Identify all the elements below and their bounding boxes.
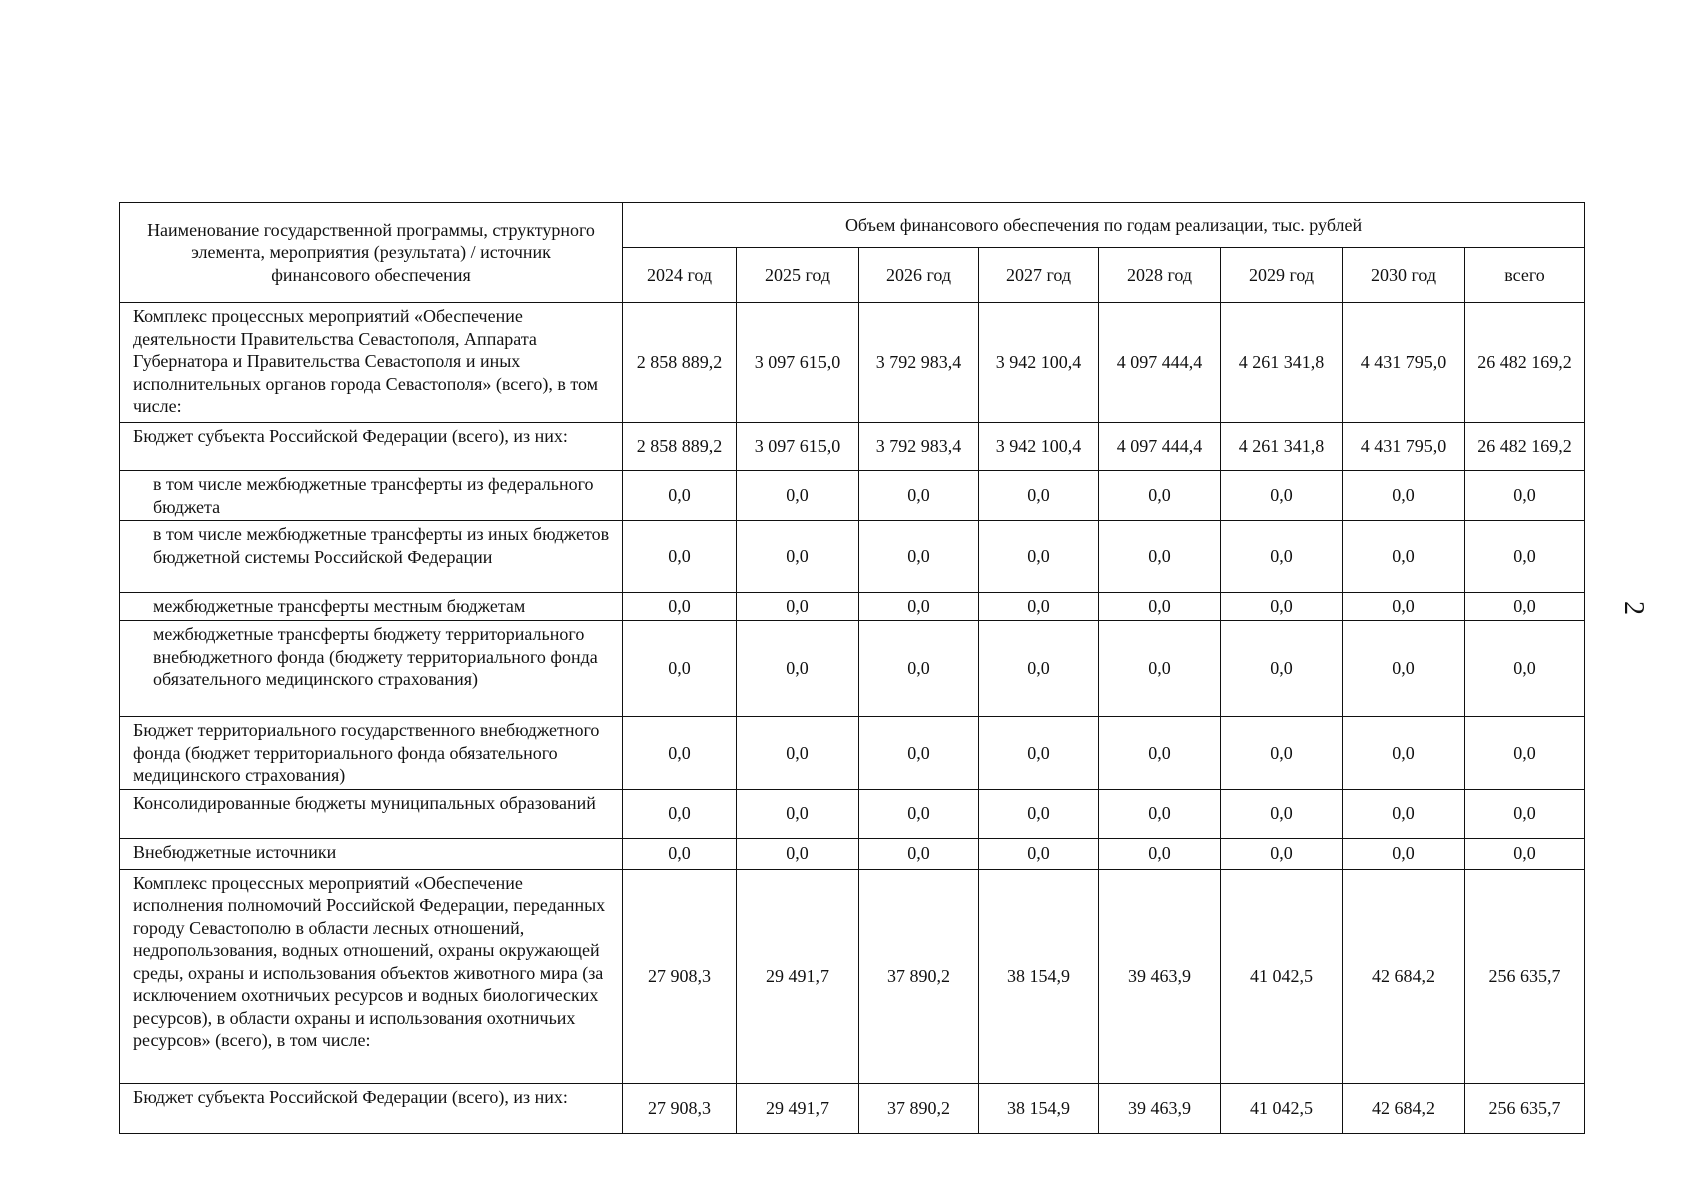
row-total-value: 0,0 [1465,521,1585,593]
row-year-value: 0,0 [1221,838,1343,869]
row-name: Внебюджетные источники [120,838,623,869]
header-year: 2027 год [979,248,1099,303]
row-year-value: 29 491,7 [737,869,859,1083]
header-year: 2024 год [623,248,737,303]
row-name: Бюджет субъекта Российской Федерации (всего), из них: [120,423,623,471]
row-year-value: 0,0 [1221,593,1343,621]
row-year-value: 0,0 [1221,471,1343,521]
header-year: 2025 год [737,248,859,303]
row-year-value: 4 431 795,0 [1343,423,1465,471]
row-year-value: 27 908,3 [623,1083,737,1133]
row-year-value: 2 858 889,2 [623,423,737,471]
row-year-value: 0,0 [979,838,1099,869]
header-year: 2028 год [1099,248,1221,303]
row-year-value: 0,0 [623,838,737,869]
header-year: 2026 год [859,248,979,303]
row-year-value: 0,0 [1221,521,1343,593]
page-number: 2 [1618,601,1649,615]
row-year-value: 4 431 795,0 [1343,303,1465,423]
row-year-value: 0,0 [623,471,737,521]
row-year-value: 0,0 [1343,521,1465,593]
row-year-value: 0,0 [623,521,737,593]
row-year-value: 41 042,5 [1221,1083,1343,1133]
row-total-value: 256 635,7 [1465,1083,1585,1133]
row-name: межбюджетные трансферты бюджету территориального внебюджетного фонда (бюджету территориального фонда обязательного медицинского страхования) [120,621,623,717]
row-year-value: 3 942 100,4 [979,423,1099,471]
row-year-value: 0,0 [623,593,737,621]
row-year-value: 3 792 983,4 [859,303,979,423]
table-row [120,838,1585,869]
row-total-value: 26 482 169,2 [1465,303,1585,423]
row-year-value: 0,0 [979,717,1099,790]
row-year-value: 0,0 [979,621,1099,717]
row-total-value: 0,0 [1465,593,1585,621]
row-year-value: 0,0 [1221,789,1343,838]
row-name: Бюджет территориального государственного внебюджетного фонда (бюджет территориального фонда обязательного медицинского страхования) [120,717,623,790]
header-year: 2030 год [1343,248,1465,303]
table-row [120,471,1585,521]
row-year-value: 38 154,9 [979,1083,1099,1133]
row-year-value: 0,0 [737,521,859,593]
row-year-value: 0,0 [1221,717,1343,790]
row-year-value: 42 684,2 [1343,1083,1465,1133]
row-year-value: 0,0 [1343,838,1465,869]
row-year-value: 0,0 [1343,717,1465,790]
row-total-value: 26 482 169,2 [1465,423,1585,471]
row-year-value: 4 261 341,8 [1221,303,1343,423]
row-year-value: 0,0 [859,521,979,593]
row-year-value: 0,0 [623,621,737,717]
row-year-value: 0,0 [737,593,859,621]
row-year-value: 0,0 [737,471,859,521]
table-row [120,423,1585,471]
row-year-value: 0,0 [1099,471,1221,521]
row-year-value: 41 042,5 [1221,869,1343,1083]
row-year-value: 29 491,7 [737,1083,859,1133]
row-name: Комплекс процессных мероприятий «Обеспечение деятельности Правительства Севастополя, Аппарата Губернатора и Правительства Севастополя и иных исполнительных органов города Севастополя» (всего), в том числе: [120,303,623,423]
header-total: всего [1465,248,1585,303]
header-year: 2029 год [1221,248,1343,303]
row-year-value: 0,0 [737,717,859,790]
row-year-value: 37 890,2 [859,869,979,1083]
table-row [120,521,1585,593]
table-row [120,303,1585,423]
row-year-value: 0,0 [1099,838,1221,869]
row-year-value: 0,0 [737,789,859,838]
row-total-value: 0,0 [1465,621,1585,717]
table-row [120,621,1585,717]
row-total-value: 256 635,7 [1465,869,1585,1083]
row-year-value: 4 261 341,8 [1221,423,1343,471]
row-year-value: 3 097 615,0 [737,303,859,423]
row-total-value: 0,0 [1465,838,1585,869]
header-name-column: Наименование государственной программы, структурного элемента, мероприятия (результата) / источник финансового обеспечения [120,203,623,303]
row-year-value: 0,0 [859,471,979,521]
row-year-value: 38 154,9 [979,869,1099,1083]
table-row [120,717,1585,790]
row-name: в том числе межбюджетные трансферты из иных бюджетов бюджетной системы Российской Федерации [120,521,623,593]
row-total-value: 0,0 [1465,471,1585,521]
row-year-value: 42 684,2 [1343,869,1465,1083]
row-year-value: 0,0 [859,717,979,790]
row-year-value: 0,0 [1343,621,1465,717]
row-year-value: 0,0 [737,621,859,717]
table-row [120,869,1585,1083]
row-year-value: 3 097 615,0 [737,423,859,471]
row-year-value: 0,0 [737,838,859,869]
row-year-value: 0,0 [979,471,1099,521]
row-year-value: 2 858 889,2 [623,303,737,423]
row-name: Консолидированные бюджеты муниципальных образований [120,789,623,838]
row-year-value: 37 890,2 [859,1083,979,1133]
row-year-value: 3 942 100,4 [979,303,1099,423]
row-year-value: 3 792 983,4 [859,423,979,471]
row-year-value: 0,0 [1099,521,1221,593]
row-year-value: 0,0 [1343,593,1465,621]
row-year-value: 0,0 [1099,789,1221,838]
row-year-value: 4 097 444,4 [1099,423,1221,471]
row-year-value: 0,0 [1099,717,1221,790]
row-year-value: 0,0 [1099,621,1221,717]
row-total-value: 0,0 [1465,717,1585,790]
row-year-value: 0,0 [859,621,979,717]
table-row [120,593,1585,621]
row-name: в том числе межбюджетные трансферты из федерального бюджета [120,471,623,521]
row-year-value: 39 463,9 [1099,869,1221,1083]
row-year-value: 0,0 [1099,593,1221,621]
row-year-value: 4 097 444,4 [1099,303,1221,423]
row-year-value: 0,0 [623,717,737,790]
row-name: Комплекс процессных мероприятий «Обеспечение исполнения полномочий Российской Федерации, переданных городу Севастополю в области лесных отношений, недропользования, водных отношений, охраны окружающей среды, охраны и использования объектов животного мира (за исключением охотничьих ресурсов и водных биологических ресурсов), в области охраны и использования охотничьих ресурсов» (всего), в том числе: [120,869,623,1083]
row-year-value: 0,0 [623,789,737,838]
row-year-value: 27 908,3 [623,869,737,1083]
row-total-value: 0,0 [1465,789,1585,838]
row-name: межбюджетные трансферты местным бюджетам [120,593,623,621]
table-row [120,789,1585,838]
row-year-value: 0,0 [859,789,979,838]
row-name: Бюджет субъекта Российской Федерации (всего), из них: [120,1083,623,1133]
row-year-value: 0,0 [1343,471,1465,521]
row-year-value: 0,0 [1343,789,1465,838]
row-year-value: 0,0 [979,593,1099,621]
financing-table [119,202,1585,1134]
row-year-value: 0,0 [979,521,1099,593]
row-year-value: 0,0 [859,838,979,869]
row-year-value: 0,0 [979,789,1099,838]
row-year-value: 0,0 [859,593,979,621]
header-funding-group: Объем финансового обеспечения по годам реализации, тыс. рублей [623,203,1585,248]
table-row [120,1083,1585,1133]
row-year-value: 39 463,9 [1099,1083,1221,1133]
row-year-value: 0,0 [1221,621,1343,717]
